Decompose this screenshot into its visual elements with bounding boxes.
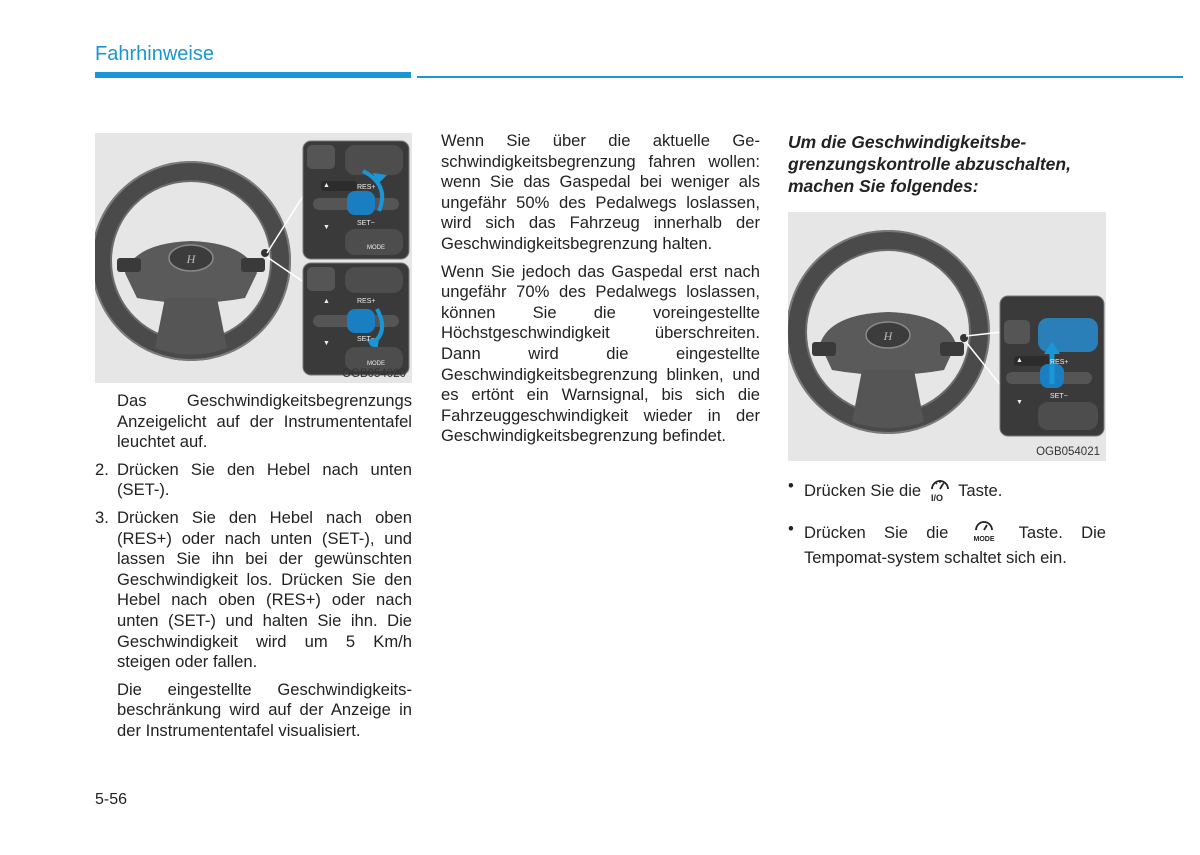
res-label-1: RES+ [357,184,376,191]
bullet-item-2: • Drücken Sie die MODE Taste. Die Tempomat-system schaltet sich ein. [788,518,1107,568]
paragraph-indicator-light: Das Geschwindigkeitsbegrenzungs Anzeigelicht auf der Instrumententafel leuchtet auf. [117,391,412,452]
section-heading: Um die Geschwindigkeitsbegrenzungskontrolle abzuschalten, machen Sie folgendes: [788,132,1071,196]
steering-wheel-figure-2 [788,212,1106,461]
svg-text:▲: ▲ [323,182,330,189]
paragraph-warning: Wenn Sie jedoch das Gaspedal erst nach ungefähr 70% des Pedalwegs loslassen, können Sie die voreingestellte Höchstgeschwindigkeit überschreiten. Dann wird die eingestellte Geschwindigkeitsbegrenzung blinken, und es ertönt ein Warnsignal, bis sich die Fahrzeuggeschwindigkeit wieder in der Geschwindigkeitsbegrenzung befindet. [441,261,760,446]
bullet-text: Drücken Sie die [804,522,949,542]
mode-label-2: MODE [367,361,385,367]
list-number: 3. [95,507,109,527]
page-number: 5-56 [95,791,128,808]
bullet-text: Taste. Die Tempomat-system schaltet sich ein. [804,522,1107,568]
svg-text:▼: ▼ [323,224,330,231]
svg-text:I/O: I/O [930,493,943,502]
list-item-3 [95,508,412,673]
list-number: 2. [95,459,109,479]
res-label-2: RES+ [357,298,376,305]
steering-wheel-illustration-2 [788,212,1106,461]
header-rule-thick [95,72,411,78]
bullet-text: Taste. [958,481,1003,501]
bullet-item-1: • Drücken Sie die I/O Taste. [788,476,1106,508]
paragraph-exceed-limit: Wenn Sie über die aktuelle Geschwindigkeitsbegrenzung fahren wollen: wenn Sie das Gaspedal bei weniger als ungefähr 50% des Pedalwegs loslassen, wird sich das Fahrzeug innerhalb der Geschwindigkeitsbegrenzung halten. [441,131,760,253]
list-text: Drücken Sie den Hebel nach unten (SET-). [117,459,412,500]
list-item-2 [95,460,412,501]
column-1 [95,391,412,742]
svg-text:▼: ▼ [323,340,330,347]
mode-icon-label: MODE [973,535,995,543]
svg-text:RES+: RES+ [1050,359,1069,366]
set-label-2: SET− [357,336,375,343]
svg-text:H: H [883,329,893,343]
mode-label-1: MODE [367,245,385,251]
svg-text:SET−: SET− [1050,393,1068,400]
steering-wheel-illustration-1 [95,133,412,383]
bullet-list [788,476,1106,580]
list-text: Drücken Sie den Hebel nach oben (RES+) oder nach unten (SET-), und lassen Sie ihn bei der gewünschten Geschwindigkeit los. Drücken Sie den Hebel nach oben (RES+) oder nach unten (SET-) und halten Sie ihn. Die Geschwindigkeit wird um 5 Km/h steigen oder fallen. [117,507,412,672]
svg-text:H: H [186,252,196,266]
figure-code-1: OGB054020 [342,368,406,380]
speed-limiter-icon [928,476,952,508]
set-label-1: SET− [357,220,375,227]
column-2 [441,131,760,447]
header-rule-thin [417,76,1183,78]
mode-icon [969,519,999,549]
chapter-title: Fahrhinweise [95,43,214,65]
bullet-text: Drücken Sie die [804,481,922,501]
column-3 [788,131,1106,197]
svg-text:▲: ▲ [1016,357,1023,364]
figure-code-2: OGB054021 [1036,446,1100,458]
svg-text:▲: ▲ [323,298,330,305]
paragraph-display: Die eingestellte Geschwindigkeitsbeschränkung wird auf der Anzeige in der Instrumententafel visualisiert. [117,679,412,740]
svg-text:▼: ▼ [1016,399,1023,406]
steering-wheel-figure-1 [95,133,412,383]
